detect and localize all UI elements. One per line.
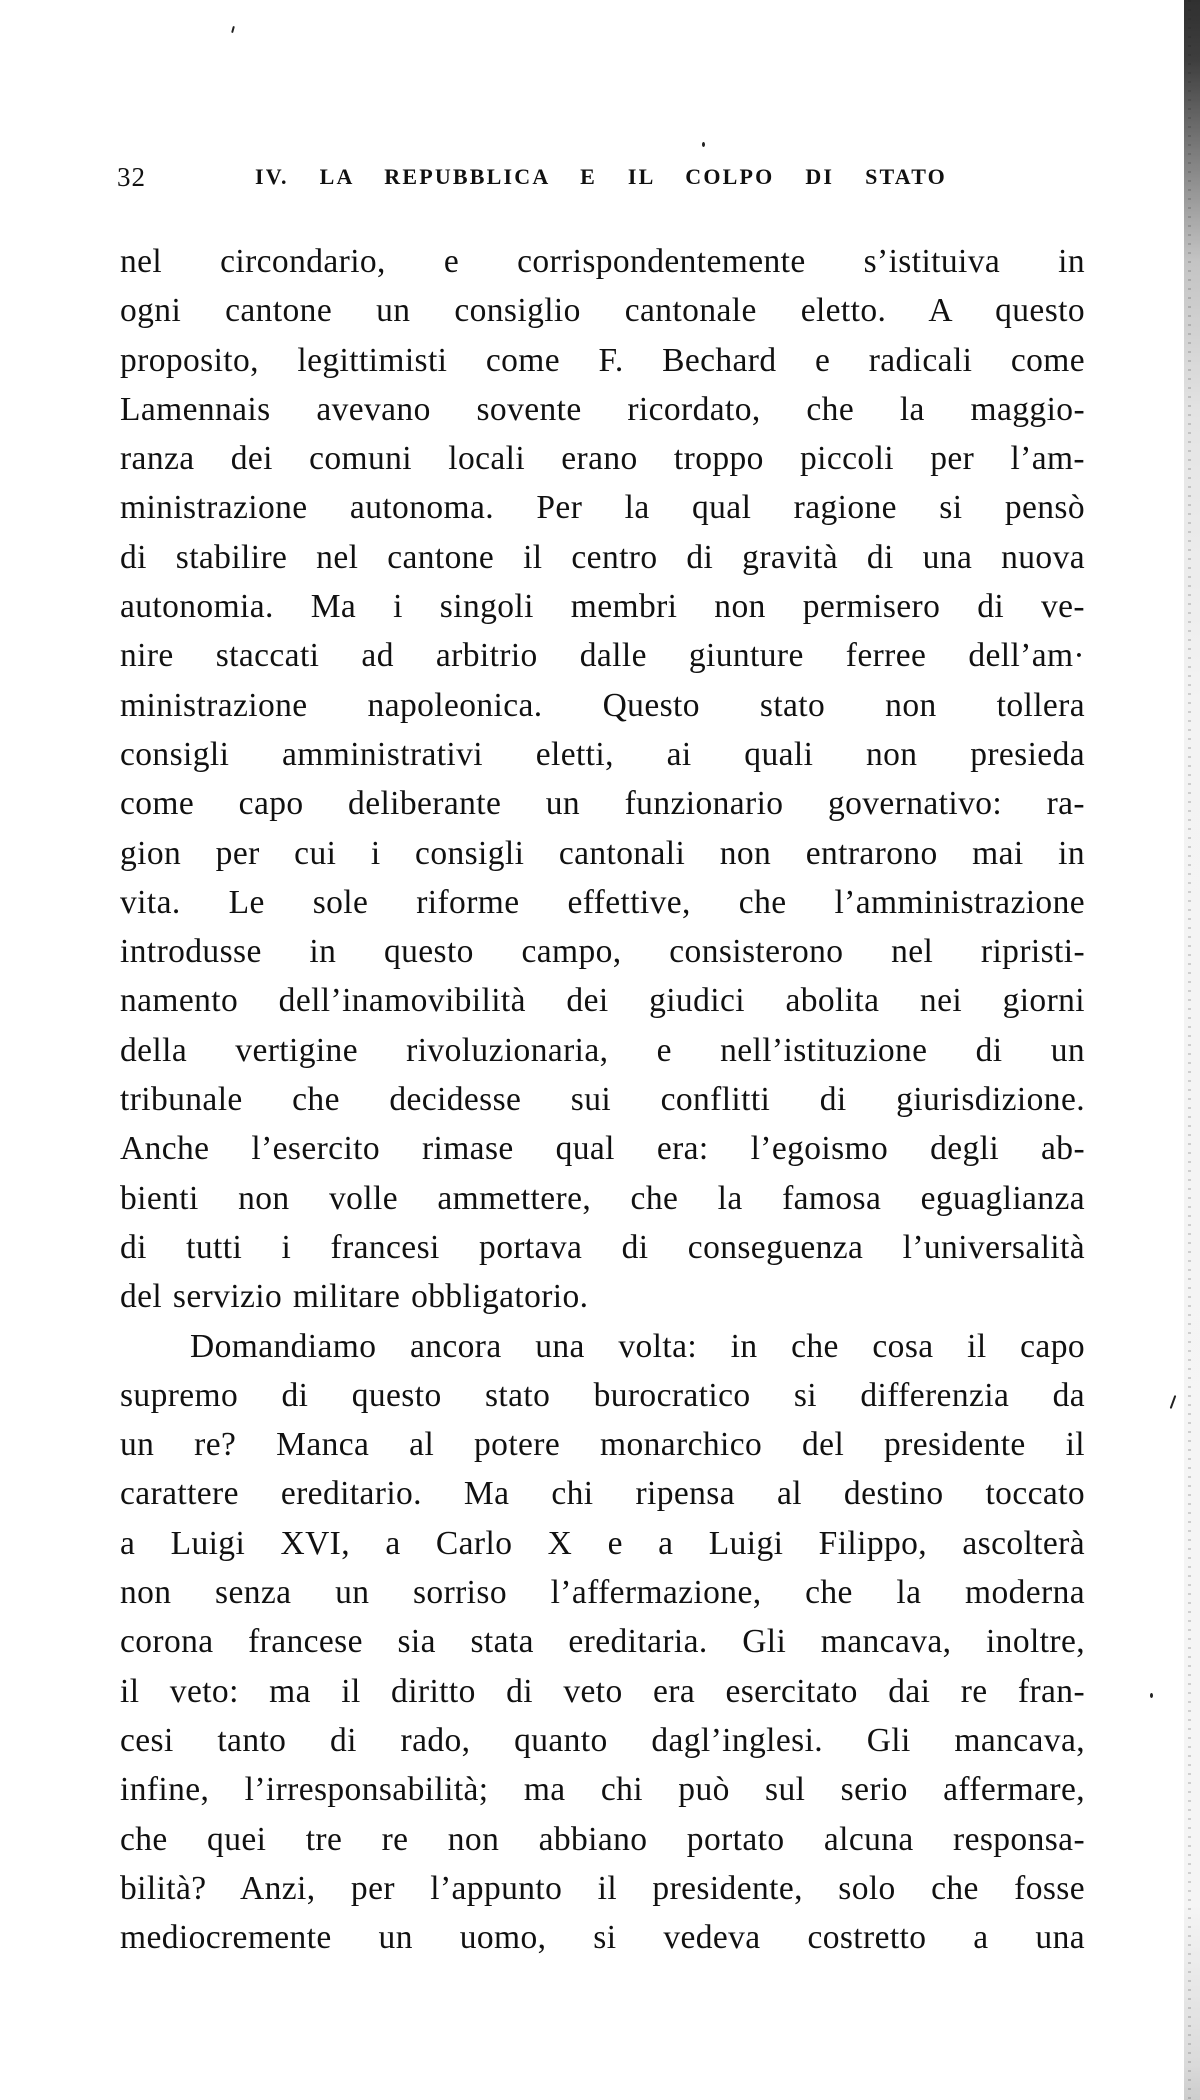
scanner-edge-shadow: [1184, 0, 1200, 2100]
text-line: namento dell’inamovibilità dei giudici abolita nei giorni: [120, 982, 1085, 1020]
text-line: ogni cantone un consiglio cantonale eletto. A questo: [120, 292, 1085, 330]
text-line: di tutti i francesi portava di conseguenza l’universalità: [120, 1228, 1085, 1266]
text-line: cesi tanto di rado, quanto dagl’inglesi. Gli mancava,: [120, 1721, 1085, 1759]
text-line-paragraph-start: Domandiamo ancora una volta: in che cosa il capo: [190, 1327, 1085, 1365]
text-line: proposito, legittimisti come F. Bechard e radicali come: [120, 341, 1085, 379]
text-line: bilità? Anzi, per l’appunto il presidente, solo che fosse: [120, 1869, 1085, 1907]
text-line: come capo deliberante un funzionario governativo: ra-: [120, 785, 1085, 823]
text-line: mediocremente un uomo, si vedeva costretto a una: [120, 1919, 1085, 1957]
scan-speck: [1170, 1395, 1177, 1409]
text-line: introdusse in questo campo, consisterono nel ripristi-: [120, 933, 1085, 971]
text-line: di stabilire nel cantone il centro di gravità di una nuova: [120, 538, 1085, 576]
text-line: della vertigine rivoluzionaria, e nell’istituzione di un: [120, 1031, 1085, 1069]
text-line: carattere ereditario. Ma chi ripensa al destino toccato: [120, 1475, 1085, 1513]
text-line-paragraph-end: del servizio militare obbligatorio.: [120, 1278, 589, 1316]
text-line: supremo di questo stato burocratico si differenzia da: [120, 1376, 1085, 1414]
text-line: ministrazione autonoma. Per la qual ragione si pensò: [120, 489, 1085, 527]
text-line: il veto: ma il diritto di veto era esercitato dai re fran-: [120, 1672, 1085, 1710]
text-line: vita. Le sole riforme effettive, che l’amministrazione: [120, 883, 1085, 921]
text-line: corona francese sia stata ereditaria. Gli mancava, inoltre,: [120, 1623, 1085, 1661]
text-line: gion per cui i consigli cantonali non entrarono mai in: [120, 834, 1085, 872]
text-line: consigli amministrativi eletti, ai quali non presieda: [120, 735, 1085, 773]
text-line: un re? Manca al potere monarchico del presidente il: [120, 1426, 1085, 1464]
text-line: nel circondario, e corrispondentemente s’istituiva in: [120, 243, 1085, 280]
text-line: Lamennais avevano sovente ricordato, che la maggio-: [120, 390, 1085, 428]
running-head: [0, 0, 1200, 200]
text-line: ranza dei comuni locali erano troppo piccoli per l’am-: [120, 440, 1085, 478]
text-line: autonomia. Ma i singoli membri non permisero di ve-: [120, 588, 1085, 626]
paragraph-2: [120, 1326, 1085, 1967]
scan-speck: [1150, 1693, 1153, 1698]
text-line: ministrazione napoleonica. Questo stato non tollera: [120, 686, 1085, 724]
text-line: a Luigi XVI, a Carlo X e a Luigi Filippo, ascolterà: [120, 1524, 1085, 1562]
text-line: nire staccati ad arbitrio dalle giunture ferree dell’am·: [120, 637, 1085, 675]
page-number: 32: [117, 162, 146, 192]
paragraph-1: [120, 241, 1085, 1326]
text-line: che quei tre re non abbiano portato alcuna responsa-: [120, 1820, 1085, 1858]
text-line: infine, l’irresponsabilità; ma chi può sul serio affermare,: [120, 1771, 1085, 1809]
chapter-title: IV. LA REPUBBLICA E IL COLPO DI STATO: [255, 164, 947, 189]
text-line: tribunale che decidesse sui conflitti di giurisdizione.: [120, 1081, 1085, 1119]
body-text: [120, 241, 1085, 1966]
text-line: non senza un sorriso l’affermazione, che la moderna: [120, 1574, 1085, 1612]
text-line: bienti non volle ammettere, che la famosa eguaglianza: [120, 1179, 1085, 1217]
text-line: Anche l’esercito rimase qual era: l’egoismo degli ab-: [120, 1130, 1085, 1168]
